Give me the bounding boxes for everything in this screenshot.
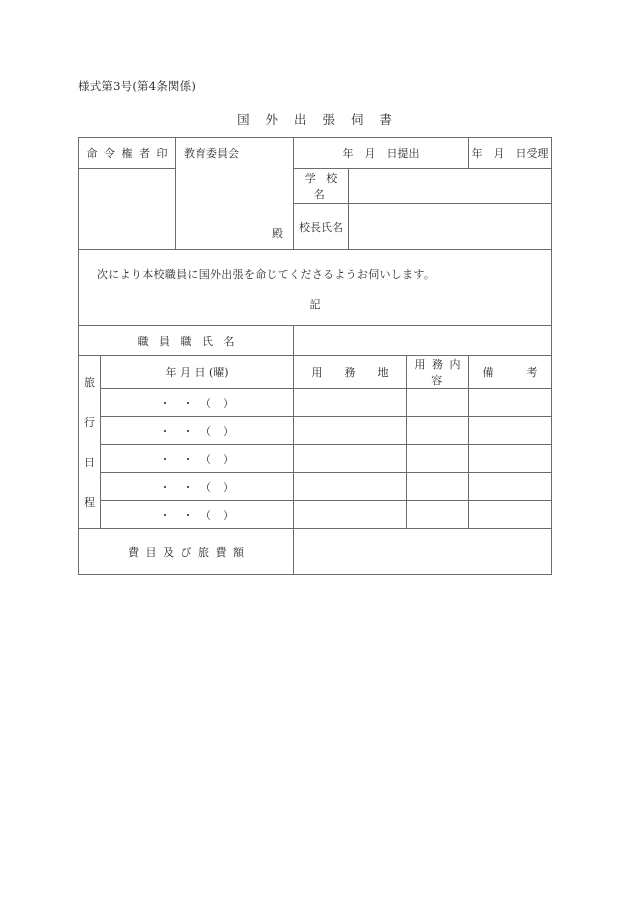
schedule-content-cell[interactable] bbox=[407, 473, 469, 501]
staff-name-field[interactable] bbox=[294, 326, 552, 356]
column-header-content: 用 務 内 容 bbox=[407, 356, 469, 389]
expense-label: 費 目 及 び 旅 費 額 bbox=[79, 529, 294, 575]
statement-cell bbox=[79, 250, 552, 326]
schedule-place-cell[interactable] bbox=[294, 389, 407, 417]
overseas-trip-request-form bbox=[78, 137, 552, 575]
receipt-date-label: 年 月 日受理 bbox=[469, 138, 552, 169]
expense-field[interactable] bbox=[294, 529, 552, 575]
schedule-place-cell[interactable] bbox=[294, 445, 407, 473]
schedule-date-cell[interactable]: ・ ・ （ ） bbox=[101, 389, 294, 417]
schedule-place-cell[interactable] bbox=[294, 473, 407, 501]
schedule-place-cell[interactable] bbox=[294, 501, 407, 529]
column-header-date: 年 月 日 (曜) bbox=[101, 356, 294, 389]
schedule-remarks-cell[interactable] bbox=[469, 417, 552, 445]
staff-name-row bbox=[79, 326, 552, 356]
schedule-place-cell[interactable] bbox=[294, 417, 407, 445]
schedule-date-cell[interactable]: ・ ・ （ ） bbox=[101, 417, 294, 445]
submit-date-label: 年 月 日提出 bbox=[294, 138, 469, 169]
board-of-education-cell bbox=[176, 138, 294, 250]
header-row-school bbox=[79, 169, 552, 204]
principal-name-field[interactable] bbox=[349, 204, 552, 250]
header-row-top bbox=[79, 138, 552, 169]
schedule-row bbox=[79, 417, 552, 445]
schedule-row bbox=[79, 473, 552, 501]
schedule-remarks-cell[interactable] bbox=[469, 389, 552, 417]
statement-text: 次により本校職員に国外出張を命じてくださるようお伺いします。 bbox=[97, 268, 436, 281]
schedule-remarks-cell[interactable] bbox=[469, 473, 552, 501]
schedule-remarks-cell[interactable] bbox=[469, 501, 552, 529]
schedule-row bbox=[79, 389, 552, 417]
schedule-date-cell[interactable]: ・ ・ （ ） bbox=[101, 501, 294, 529]
commander-seal-box[interactable] bbox=[79, 169, 176, 250]
vertical-label-char-3: 程 bbox=[84, 495, 95, 509]
vertical-label-char-0: 旅 bbox=[84, 375, 95, 389]
staff-name-label: 職 員 職 氏 名 bbox=[79, 326, 294, 356]
schedule-content-cell[interactable] bbox=[407, 417, 469, 445]
honorific-dono: 殿 bbox=[272, 227, 283, 240]
vertical-label-char-2: 日 bbox=[84, 455, 95, 469]
board-of-education-label: 教育委員会 bbox=[184, 147, 239, 160]
vertical-label-char-1: 行 bbox=[84, 415, 95, 429]
principal-name-label: 校長氏名 bbox=[294, 204, 349, 250]
schedule-row bbox=[79, 501, 552, 529]
column-header-remarks: 備 考 bbox=[469, 356, 552, 389]
schedule-header-row bbox=[79, 356, 552, 389]
schedule-date-cell[interactable]: ・ ・ （ ） bbox=[101, 445, 294, 473]
schedule-date-cell[interactable]: ・ ・ （ ） bbox=[101, 473, 294, 501]
schedule-remarks-cell[interactable] bbox=[469, 445, 552, 473]
travel-schedule-vertical-label bbox=[79, 356, 101, 529]
column-header-place: 用 務 地 bbox=[294, 356, 407, 389]
note-marker: 記 bbox=[309, 298, 321, 311]
commander-seal-label: 命 令 権 者 印 bbox=[79, 138, 176, 169]
school-name-field[interactable] bbox=[349, 169, 552, 204]
schedule-content-cell[interactable] bbox=[407, 445, 469, 473]
school-name-label: 学 校 名 bbox=[294, 169, 349, 204]
schedule-content-cell[interactable] bbox=[407, 501, 469, 529]
page-title: 国 外 出 張 伺 書 bbox=[237, 112, 398, 127]
expense-row bbox=[79, 529, 552, 575]
form-number: 様式第3号(第4条関係) bbox=[78, 79, 197, 93]
statement-row bbox=[79, 250, 552, 326]
schedule-row bbox=[79, 445, 552, 473]
schedule-content-cell[interactable] bbox=[407, 389, 469, 417]
